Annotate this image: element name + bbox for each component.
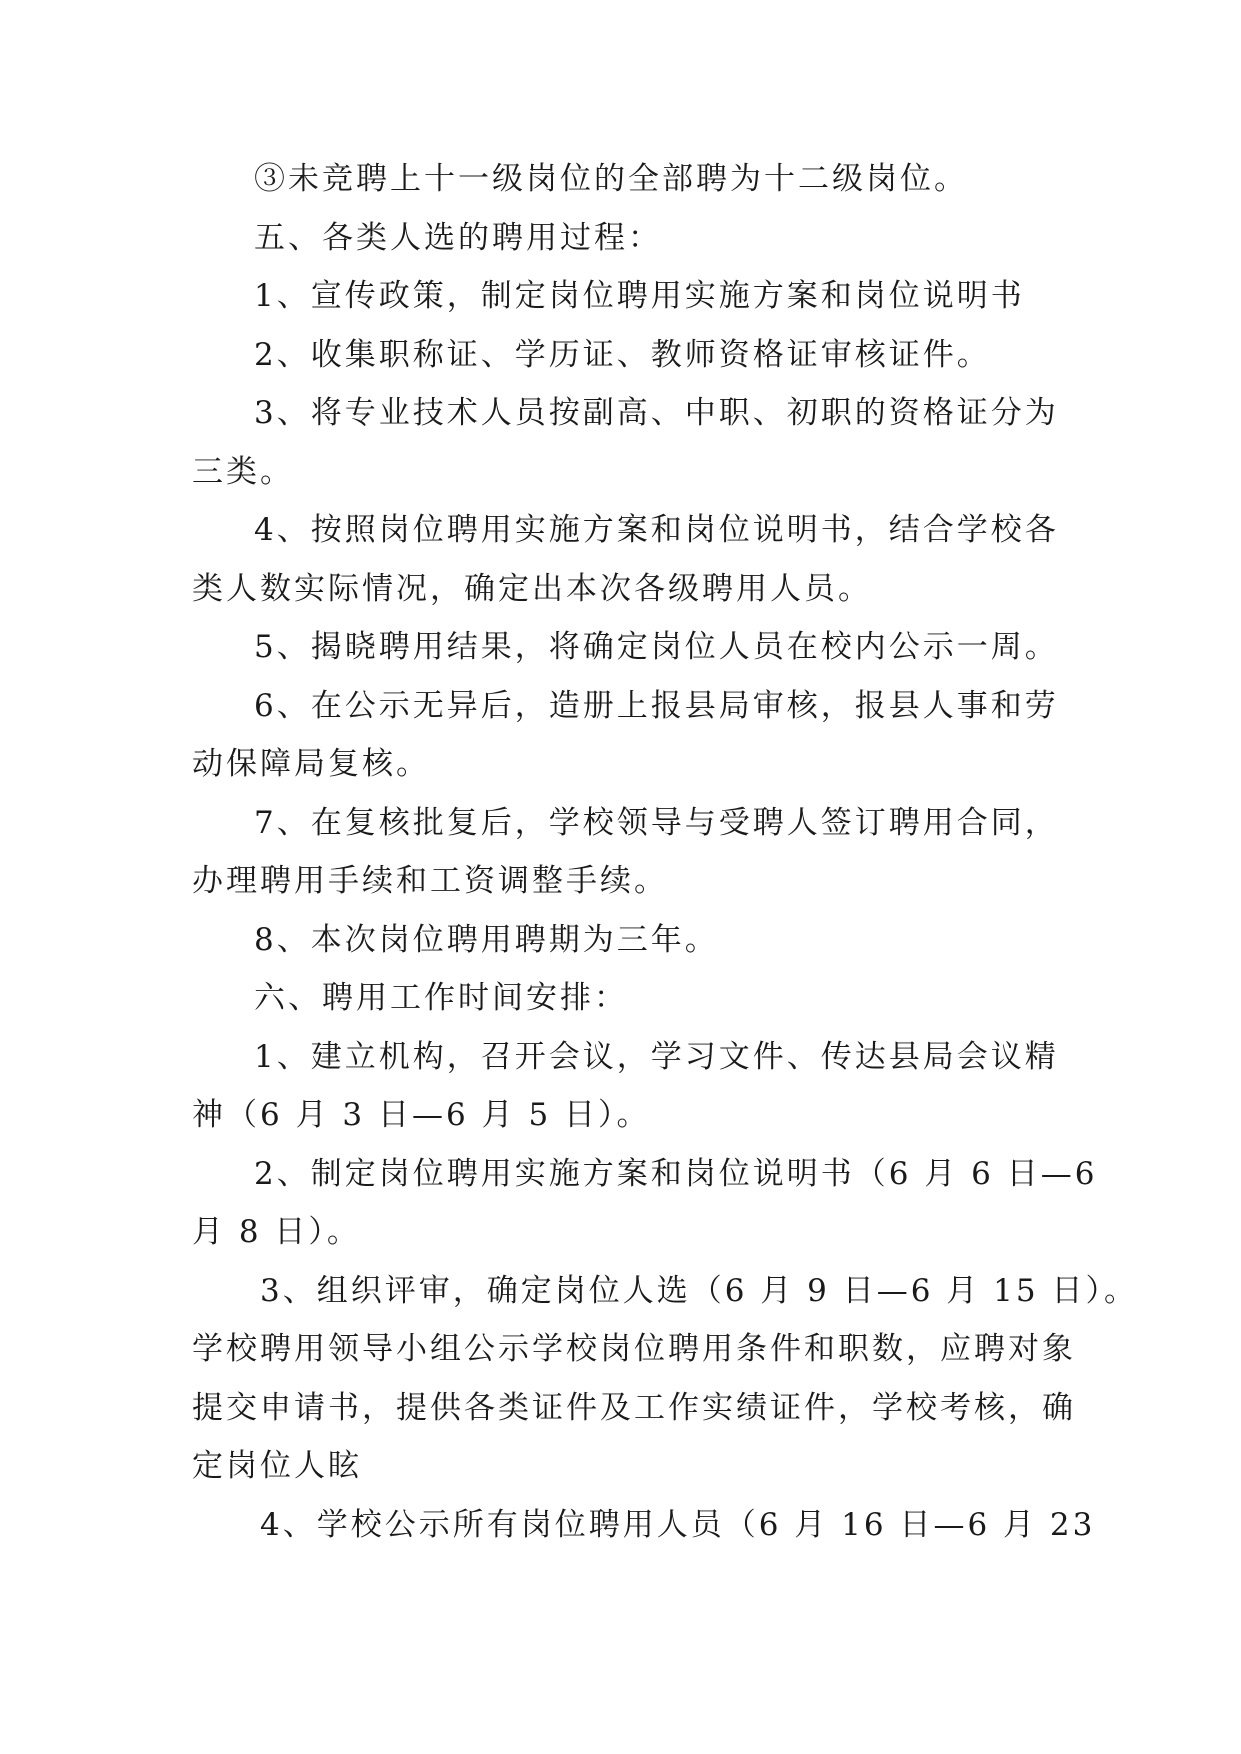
paragraph-line-14: 8、本次岗位聘用聘期为三年。 [254,921,719,958]
paragraph-line-16: 1、建立机构，召开会议，学习文件、传达县局会议精 [254,1038,1059,1075]
paragraph-line-6: 三类。 [192,453,294,490]
paragraph-line-1: ③未竞聘上十一级岗位的全部聘为十二级岗位。 [254,161,968,197]
paragraph-line-22: 提交申请书，提供各类证件及工作实绩证件，学校考核，确 [192,1389,1076,1426]
paragraph-line-21: 学校聘用领导小组公示学校岗位聘用条件和职数，应聘对象 [192,1331,1076,1367]
document-body [192,150,1138,1554]
paragraph-line-9: 5、揭晓聘用结果，将确定岗位人员在校内公示一周。 [254,629,1059,665]
paragraph-line-19: 月 8 日）。 [192,1214,361,1250]
paragraph-line-17: 神（6 月 3 日—6 月 5 日）。 [192,1097,651,1133]
paragraph-line-3: 1、宣传政策，制定岗位聘用实施方案和岗位说明书 [254,278,1025,314]
paragraph-line-23: 定岗位人眩 [192,1448,362,1484]
paragraph-line-18: 2、制定岗位聘用实施方案和岗位说明书（6 月 6 日—6 [254,1155,1098,1192]
paragraph-line-11: 动保障局复核。 [192,746,430,782]
section-heading-5: 五、各类人选的聘用过程： [254,219,662,256]
section-heading-6: 六、聘用工作时间安排： [254,980,628,1016]
paragraph-line-20: 3、组织评审，确定岗位人选（6 月 9 日—6 月 15 日）。 [260,1272,1138,1309]
paragraph-line-5: 3、将专业技术人员按副高、中职、初职的资格证分为 [254,395,1059,431]
paragraph-line-24: 4、学校公示所有岗位聘用人员（6 月 16 日—6 月 23 [260,1506,1096,1543]
paragraph-line-13: 办理聘用手续和工资调整手续。 [192,863,668,899]
paragraph-line-8: 类人数实际情况，确定出本次各级聘用人员。 [192,570,872,607]
paragraph-line-12: 7、在复核批复后，学校领导与受聘人签订聘用合同， [254,804,1059,841]
paragraph-line-7: 4、按照岗位聘用实施方案和岗位说明书，结合学校各 [254,512,1059,548]
paragraph-line-4: 2、收集职称证、学历证、教师资格证审核证件。 [254,336,991,373]
paragraph-line-10: 6、在公示无异后，造册上报县局审核，报县人事和劳 [254,687,1059,724]
